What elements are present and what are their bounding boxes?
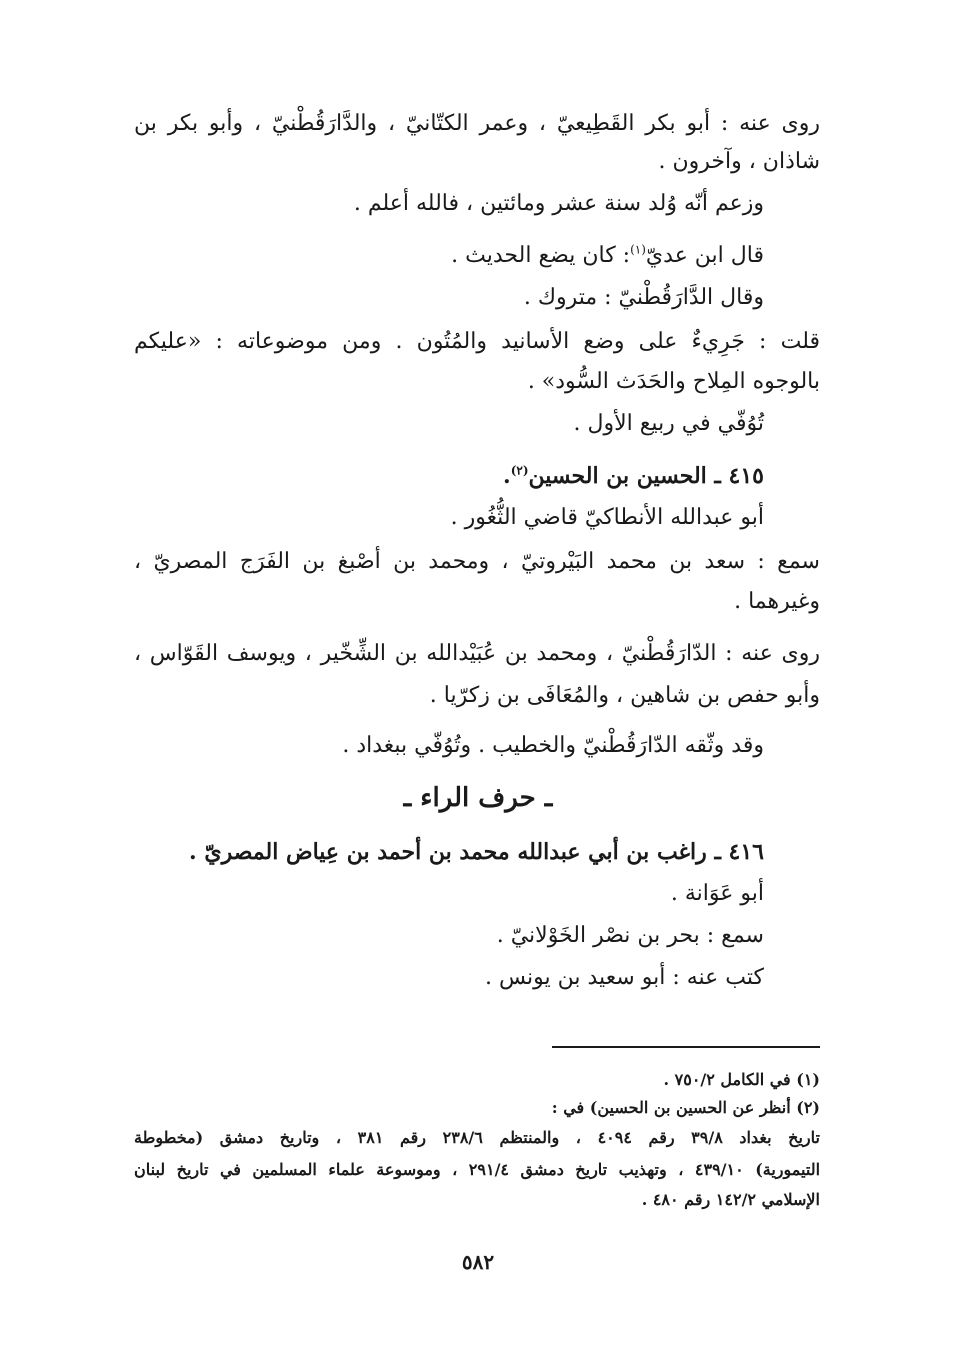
text-line: وزعم أنّه وُلد سنة عشر ومائتين ، فالله أعلم . bbox=[353, 191, 764, 216]
footnote: تاريخ بغداد ٣٩/٨ رقم ٤٠٩٤ ، والمنتظم ٢٣٨/٦ رقم ٣٨١ ، وتاريخ دمشق (مخطوطة bbox=[134, 1128, 820, 1147]
text-line bbox=[451, 236, 764, 276]
text-line: وقد وثّقه الدّارَقُطْنيّ والخطيب . وتُوُفّي ببغداد . bbox=[342, 733, 764, 758]
text-line: شاذان ، وآخرون . bbox=[658, 149, 820, 174]
text-line: قلت : جَرِيءٌ على وضع الأسانيد والمُتُون . ومن موضوعاته : «عليكم bbox=[134, 329, 820, 354]
entry-title: ٤١٥ ـ الحسين بن الحسين bbox=[528, 463, 764, 489]
footnote: التيمورية) ٤٣٩/١٠ ، وتهذيب تاريخ دمشق ٢٩١/٤ ، وموسوعة علماء المسلمين في تاريخ لبنان bbox=[134, 1160, 821, 1179]
text-line: تُوُفّي في ربيع الأول . bbox=[573, 411, 764, 436]
text-line: وقال الدَّارَقُطْنيّ : متروك . bbox=[523, 285, 764, 310]
text-line: روى عنه : أبو بكر القَطِيعيّ ، وعمر الكتّانيّ ، والدَّارَقُطْنيّ ، وأبو بكر بن bbox=[134, 111, 820, 136]
text-line: وغيرهما . bbox=[734, 589, 820, 614]
footnote: (٢) أنظر عن الحسين بن الحسين) في : bbox=[551, 1098, 820, 1117]
text-span: : كان يضع الحديث . bbox=[451, 243, 631, 268]
text-line: أبو عبدالله الأنطاكيّ قاضي الثُّغُور . bbox=[450, 505, 764, 530]
page-number: ٥٨٢ bbox=[461, 1250, 495, 1274]
text-line: كتب عنه : أبو سعيد بن يونس . bbox=[485, 965, 764, 990]
text-line: سمع : بحر بن نصْر الخَوْلانيّ . bbox=[496, 923, 764, 948]
text-span: . bbox=[503, 463, 511, 489]
footnote-separator bbox=[552, 1046, 820, 1048]
text-line: بالوجوه المِلاح والحَدَث السُّود» . bbox=[527, 369, 820, 394]
text-span: قال ابن عديّ bbox=[645, 243, 764, 268]
footnote: (١) في الكامل ٧٥٠/٢ . bbox=[663, 1070, 820, 1089]
text-line: سمع : سعد بن محمد البَيْروتيّ ، ومحمد بن أصْبغ بن الفَرَج المصريّ ، bbox=[134, 549, 820, 574]
entry-heading: ٤١٦ ـ راغب بن أبي عبدالله محمد بن أحمد بن عِياض المصريّ . bbox=[189, 839, 764, 865]
footnote-ref: (١) bbox=[630, 242, 646, 257]
section-heading: ـ حرف الراء ـ bbox=[403, 783, 553, 813]
text-line: أبو عَوَانة . bbox=[670, 881, 764, 906]
entry-heading bbox=[503, 456, 764, 496]
text-line: روى عنه : الدّارَقُطْنيّ ، ومحمد بن عُبَيْدالله بن الشِّخّير ، ويوسف القَوّاس ، bbox=[134, 641, 820, 666]
text-line: وأبو حفص بن شاهين ، والمُعَافَى بن زكرّيا . bbox=[429, 683, 820, 708]
footnote: الإسلامي ١٤٢/٢ رقم ٤٨٠ . bbox=[641, 1190, 820, 1209]
footnote-ref: (٢) bbox=[510, 463, 529, 478]
